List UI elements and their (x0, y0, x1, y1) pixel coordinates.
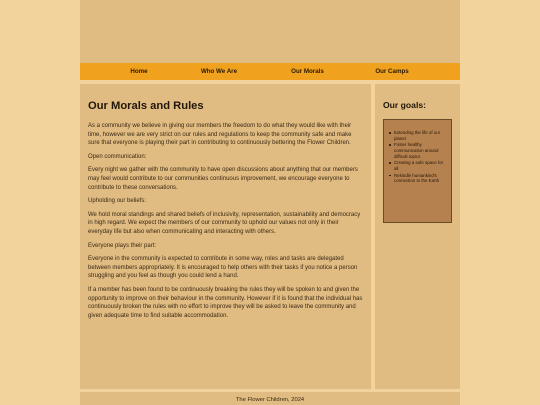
sidebar (375, 84, 460, 389)
nav-who-we-are-link[interactable]: Who We Are (200, 68, 238, 75)
goal-item: Foster healthy communication around difficult topics (388, 142, 447, 159)
section-body-upholding-beliefs: We hold moral standings and shared beliefs of inclusivity, representation, sustainability and democracy in high regard. We expect the members of our community to uphold our values not only in their everyday life but also when communicating and interacting with others. (88, 211, 361, 235)
sidebar-title: Our goals: (383, 100, 426, 110)
intro-paragraph: As a community we believe in giving our members the freedom to do what they would like with their time, however we are very strict on our rules and regulations to keep the community safe and make sure that everyone is playing their part in contributing to continuously bettering the Flower Children. (88, 123, 352, 147)
page-wrapper (80, 0, 460, 405)
goals-box (383, 119, 452, 223)
section-heading-open-communication: Open communication: (88, 153, 147, 160)
goal-item: Rekindle humankind's connection to the Earth (388, 173, 447, 184)
section-heading-upholding-beliefs: Upholding our beliefs: (88, 198, 147, 205)
closing-paragraph: If a member has been found to be continuously breaking the rules they will be spoken to and given the opportunity to improve on their behaviour in the community. However if it is found that the individual has continuously broken the rules with no effort to improve they will be asked to leave the community and given adequate time to find suitable accommodation. (88, 286, 363, 319)
footer (80, 392, 460, 405)
section-body-everyone-plays-part: Everyone in the community is expected to contribute in some way, roles and tasks are delegated between members appropriately. It is encouraged to help others with their tasks if you notice a person struggling and you feel as though you could lend a hand. (88, 256, 358, 280)
nav-our-morals-link[interactable]: Our Morals (291, 68, 324, 75)
main-content (80, 84, 371, 389)
page-title: Our Morals and Rules (88, 100, 204, 112)
main-nav (80, 63, 460, 80)
goals-list (388, 130, 447, 184)
nav-home-link[interactable]: Home (130, 68, 148, 75)
section-body-open-communication: Every night we gather with the community to have open discussions about anything that our members may feel would contribute to our communities continuous improvement, we encourage everyone to contribute to these conversations. (88, 167, 358, 191)
header-banner (80, 0, 460, 63)
goal-item: Extending the life of our planet (388, 130, 447, 141)
nav-our-camps-link[interactable]: Our Camps (375, 68, 409, 75)
section-heading-everyone-plays-part: Everyone plays their part: (88, 242, 157, 249)
goal-item: Creating a safe space for all (388, 160, 447, 171)
footer-text: The Flower Children, 2024 (235, 397, 305, 403)
